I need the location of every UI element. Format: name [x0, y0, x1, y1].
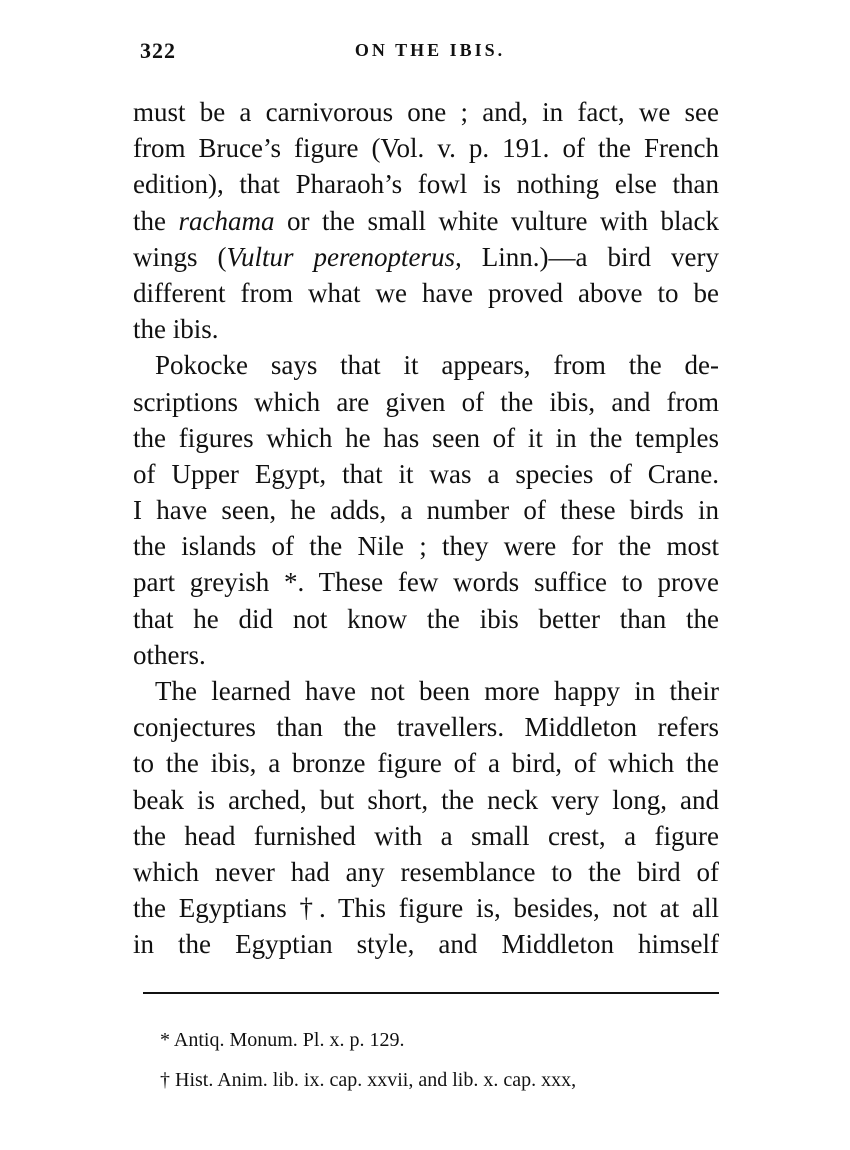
- text-line: edition), that Pharaoh’s fowl is nothing else than: [133, 169, 719, 200]
- running-title: ON THE IBIS.: [354, 40, 506, 60]
- italic-term-vultur: Vultur perenopterus,: [226, 241, 462, 272]
- text-line: to the ibis, a bronze figure of a bird, of which the: [133, 748, 719, 779]
- text-line: that he did not know the ibis better than the: [133, 603, 719, 634]
- text-line: the head furnished with a small crest, a figure: [133, 820, 719, 851]
- running-head: [140, 38, 720, 68]
- footnote-asterisk: * Antiq. Monum. Pl. x. p. 129.: [160, 1029, 405, 1051]
- footnote-dagger: † Hist. Anim. lib. ix. cap. xxvii, and lib. x. cap. xxx,: [160, 1069, 577, 1091]
- text-line: scriptions which are given of the ibis, and from: [133, 386, 719, 417]
- text-line: different from what we have proved above to be: [133, 277, 719, 308]
- page-number: 322: [140, 38, 176, 63]
- text-line: beak is arched, but short, the neck very long, and: [133, 784, 719, 815]
- line-segment: Linn.)—a bird very: [461, 241, 719, 272]
- text-line: others.: [133, 639, 206, 670]
- paragraph-3: [133, 673, 719, 963]
- line-segment: wings (: [133, 241, 227, 272]
- text-line: the islands of the Nile ; they were for the most: [133, 531, 719, 562]
- body-text: [133, 94, 719, 963]
- text-line: part greyish *. These few words suffice to prove: [133, 567, 719, 598]
- text-line: I have seen, he adds, a number of these birds in: [133, 495, 719, 526]
- text-line: [133, 239, 719, 275]
- text-line: [133, 203, 719, 239]
- text-line: The learned have not been more happy in their: [155, 676, 719, 706]
- paragraph-1: [133, 94, 719, 347]
- text-line: of Upper Egypt, that it was a species of Crane.: [133, 458, 719, 489]
- text-line: the Egyptians †. This figure is, besides, not at all: [133, 893, 719, 924]
- footnotes: [160, 1026, 720, 1106]
- footnote-rule: [143, 992, 719, 994]
- text-line: which never had any resemblance to the bird of: [133, 856, 719, 887]
- text-line: conjectures than the travellers. Middleton refers: [133, 712, 719, 743]
- text-line: must be a carnivorous one ; and, in fact, we see: [133, 97, 719, 127]
- text-line: the figures which he has seen of it in the temples: [133, 422, 719, 453]
- text-line: the ibis.: [133, 314, 219, 345]
- text-line: from Bruce’s figure (Vol. v. p. 191. of the French: [133, 133, 719, 164]
- line-segment: or the small white vulture with black: [274, 205, 719, 236]
- line-segment: the: [133, 205, 179, 236]
- paragraph-2: [133, 347, 719, 673]
- text-line: Pokocke says that it appears, from the de-: [155, 350, 719, 381]
- italic-term-rachama: rachama: [178, 205, 275, 236]
- text-line: in the Egyptian style, and Middleton himself: [133, 929, 719, 960]
